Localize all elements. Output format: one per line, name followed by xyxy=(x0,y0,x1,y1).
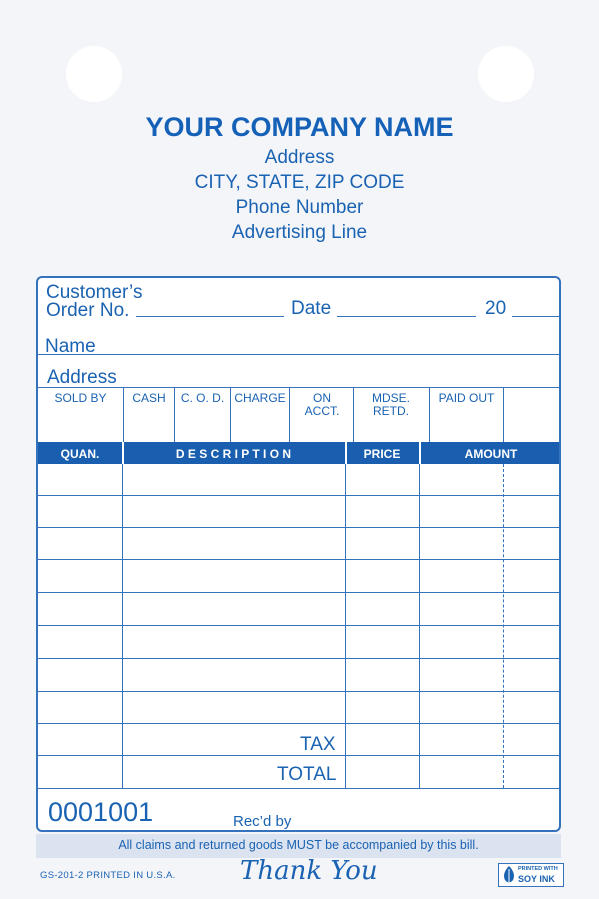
company-address: Address xyxy=(264,147,335,168)
description-header: D E S C R I P T I O N xyxy=(175,447,292,461)
column-header-bar xyxy=(38,442,559,464)
order-no-field[interactable] xyxy=(136,316,284,317)
table-row[interactable] xyxy=(38,691,559,692)
punch-hole-left xyxy=(66,46,122,102)
soy-leaf-icon xyxy=(501,865,517,885)
table-row[interactable] xyxy=(38,723,559,724)
address-field[interactable] xyxy=(38,387,559,388)
customers-label: Customer’s xyxy=(46,282,143,303)
merchandise-returned-cell[interactable]: MDSE. RETD. xyxy=(371,391,410,418)
address-label: Address xyxy=(47,367,117,388)
charge-cell[interactable]: CHARGE xyxy=(234,391,286,405)
table-row[interactable] xyxy=(38,625,559,626)
table-row[interactable] xyxy=(38,658,559,659)
order-no-label: Order No. xyxy=(46,300,130,321)
name-field[interactable] xyxy=(100,354,560,355)
cod-cell[interactable]: C. O. D. xyxy=(180,391,225,405)
invoice-number: 0001001 xyxy=(48,797,154,827)
amount-header: AMOUNT xyxy=(464,447,518,461)
claims-notice: All claims and returned goods MUST be accompanied by this bill. xyxy=(118,838,479,852)
date-field[interactable] xyxy=(337,316,476,317)
company-phone: Phone Number xyxy=(235,197,364,218)
table-row[interactable] xyxy=(38,495,559,496)
table-row[interactable] xyxy=(38,592,559,593)
table-row[interactable] xyxy=(38,559,559,560)
soy-ink-top: PRINTED WITH xyxy=(518,866,558,872)
soy-ink-bottom: SOY INK xyxy=(518,874,555,884)
company-city: CITY, STATE, ZIP CODE xyxy=(194,172,405,193)
cash-cell[interactable]: CASH xyxy=(132,391,166,405)
year-field[interactable] xyxy=(512,316,561,317)
thank-you-script: Thank You xyxy=(240,856,378,886)
tax-label: TAX xyxy=(300,734,336,755)
paid-out-cell[interactable]: PAID OUT xyxy=(438,391,495,405)
name-label: Name xyxy=(45,336,96,357)
recd-by-label: Rec’d by xyxy=(233,813,292,830)
sales-form xyxy=(36,276,561,832)
form-code: GS-201-2 PRINTED IN U.S.A. xyxy=(40,870,176,881)
punch-hole-right xyxy=(478,46,534,102)
year-prefix: 20 xyxy=(485,298,507,319)
company-advertising: Advertising Line xyxy=(231,222,368,243)
date-label: Date xyxy=(291,298,332,319)
on-account-cell[interactable]: ON ACCT. xyxy=(304,391,340,418)
soy-ink-logo xyxy=(498,863,564,887)
table-row[interactable] xyxy=(38,527,559,528)
company-name: YOUR COMPANY NAME xyxy=(145,112,454,142)
total-row[interactable] xyxy=(38,788,559,789)
tax-row[interactable] xyxy=(38,755,559,756)
quan-header: QUAN. xyxy=(60,447,100,461)
price-header: PRICE xyxy=(363,447,401,461)
sold-by-cell[interactable]: SOLD BY xyxy=(54,391,107,405)
total-label: TOTAL xyxy=(277,764,337,785)
